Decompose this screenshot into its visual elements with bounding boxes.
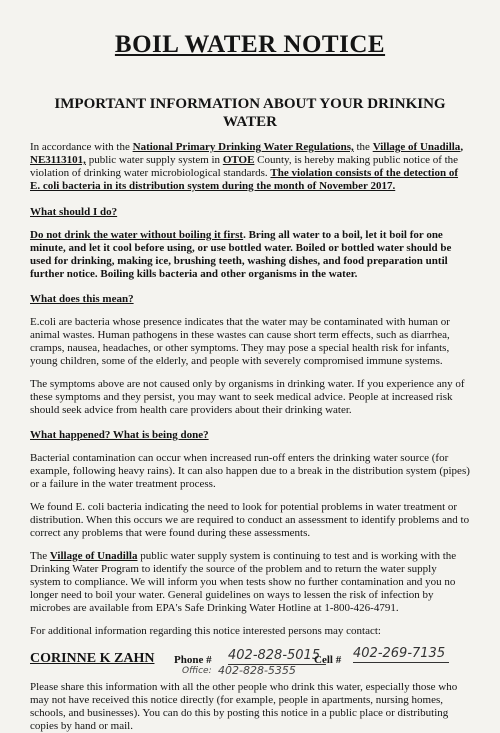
what-to-do-paragraph bbox=[30, 229, 470, 281]
village-name: Village of Unadilla bbox=[372, 141, 461, 153]
what-happened-paragraph-2: We found E. coli bacteria indicating the need to look for potential problems in water treatment or distribution. When this occurs we are required to conduct an assessment to identify problems and to correct any problems that were found during these assessments. bbox=[30, 501, 470, 539]
meaning-paragraph-2: The symptoms above are not caused only by organisms in drinking water. If you experience any of these symptoms and they persist, you may want to seek medical advice. People at increased risk should seek advice from health care providers about their drinking water. bbox=[30, 378, 465, 416]
boil-details: . Bring all water to a boil, let it boil for one minute, and let it cool before using, or use bottled water. Boiled or bottled water should be used for drinking, making ice, brushing teeth, washing dishes, and food preparation until further notice. Boiling kills bacteria and other organisms in the water. bbox=[30, 229, 452, 280]
contact-intro: For additional information regarding this notice interested persons may contact: bbox=[30, 625, 381, 637]
intro-text-4: public water supply system in bbox=[85, 154, 223, 166]
p3-text-1: The bbox=[30, 550, 50, 562]
p3-village-name: Village of Unadilla bbox=[49, 550, 138, 562]
p3-text-2: public water supply system is continuing to test and is working with the Drinking Water Program to identify the source of the problem and to return the water supply system to compliance. We will inform you when tests show no further contamination and you no longer need to boil your water. General guidelines on ways to lessen the risk of infection by microbes are available from EPA's Safe Drinking Water Hotline at 1-800-426-4791. bbox=[30, 550, 457, 614]
notice-title: BOIL WATER NOTICE bbox=[114, 31, 386, 58]
what-happened-paragraph-3 bbox=[30, 550, 470, 615]
phone-number: 402-828-5015 bbox=[228, 648, 326, 665]
section-heading-meaning: What does this mean? bbox=[30, 293, 134, 305]
boil-instruction: Do not drink the water without boiling it first bbox=[30, 229, 244, 241]
intro-text-3: , bbox=[460, 141, 464, 153]
intro-paragraph bbox=[30, 141, 470, 193]
intro-text-5: County, is hereby making public notice of the violation of drinking water microbiological standards. bbox=[30, 154, 459, 179]
section-heading-what-to-do: What should I do? bbox=[30, 206, 118, 218]
cell-number: 402-269-7135 bbox=[353, 646, 449, 663]
contact-line bbox=[30, 646, 470, 681]
intro-text-2: the bbox=[353, 141, 373, 153]
what-happened-paragraph-1: Bacterial contamination can occur when increased run-off enters the drinking water source (for example, following heavy rains). It can also happen due to a break in the distribution system (pipes) or a failure in the water treatment process. bbox=[30, 452, 470, 490]
closing-paragraph: Please share this information with all the other people who drink this water, especially those who may not have received this notice directly (for example, people in apartments, nursing homes, schools, and businesses). You can do this by posting this notice in a public place or distributing copies by hand or mail. bbox=[30, 681, 458, 732]
contact-name: CORINNE K ZAHN bbox=[30, 651, 155, 666]
intro-text-1: In accordance with the bbox=[30, 141, 133, 153]
system-id: NE3113101, bbox=[30, 154, 86, 166]
meaning-paragraph-1: E.coli are bacteria whose presence indicates that the water may be contaminated with human or animal wastes. Human pathogens in these wastes can cause short term effects, such as diarrhea, cramps, nausea, headaches, or other symptoms. They may pose a special health risk for infants, young children, some of the elderly, and people with severely compromised immune systems. bbox=[30, 316, 450, 367]
county-name: OTOE bbox=[222, 154, 255, 166]
notice-subtitle: IMPORTANT INFORMATION ABOUT YOUR DRINKING WATER bbox=[54, 96, 446, 130]
cell-label: Cell # bbox=[314, 654, 342, 666]
phone-label: Phone # bbox=[174, 654, 212, 666]
section-heading-what-happened: What happened? What is being done? bbox=[30, 429, 209, 441]
violation-statement: The violation consists of the detection of E. coli bacteria in its distribution system during the month of November 2017. bbox=[30, 167, 459, 192]
regulations-name: National Primary Drinking Water Regulations, bbox=[132, 141, 354, 153]
office-number: 402-828-5355 bbox=[218, 664, 296, 677]
office-label: Office: bbox=[182, 666, 212, 676]
